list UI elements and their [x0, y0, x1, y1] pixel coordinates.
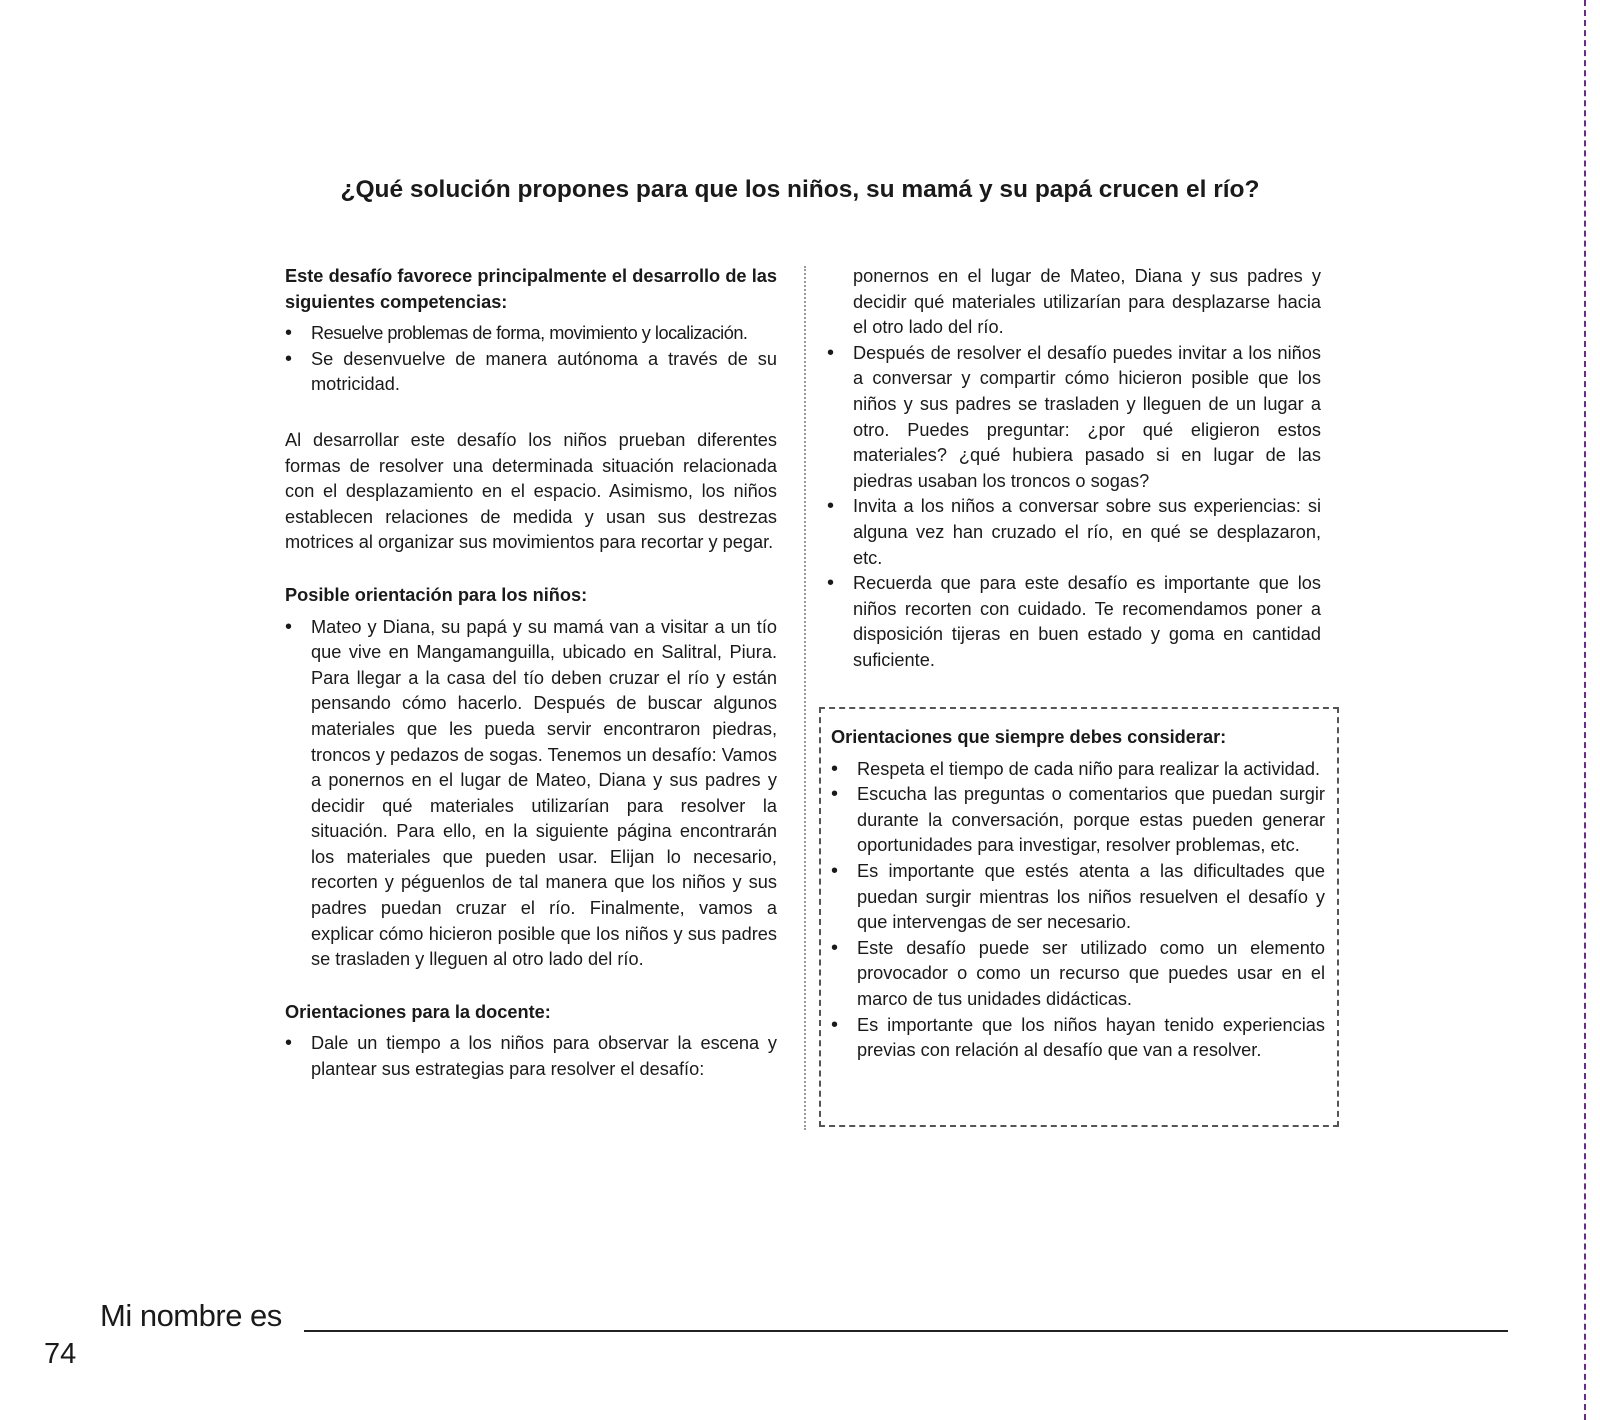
page-number: 74 [44, 1338, 77, 1370]
orientacion-ninos-list [285, 615, 777, 973]
name-write-line[interactable] [304, 1330, 1508, 1332]
list-item: • Se desenvuelve de manera autónoma a través de su motricidad. [285, 347, 777, 398]
list-item: • Respeta el tiempo de cada niño para realizar la actividad. [831, 757, 1325, 783]
list-item: • Es importante que los niños hayan tenido experiencias previas con relación al desafío que van a resolver. [831, 1013, 1325, 1064]
orientacion-ninos-heading: Posible orientación para los niños: [285, 584, 588, 605]
orientacion-docente-list-continued [827, 264, 1321, 674]
column-divider [804, 266, 806, 1130]
page-title: ¿Qué solución propones para que los niños, su mamá y su papá crucen el río? [340, 176, 1260, 203]
list-item: • Mateo y Diana, su papá y su mamá van a visitar a un tío que vive en Mangamanguilla, ubicado en Salitral, Piura. Para llegar a la casa del tío deben cruzar el río y están pensando cómo hacerlo. Después de buscar algunos materiales que les pueda servir encontraron piedras, troncos y pedazos de sogas. Tenemos un desafío: Vamos a ponernos en el lugar de Mateo, Diana y sus padres y decidir qué materiales utilizarían para resolver la situación. Para ello, en la siguiente página encontrarán los materiales que pueden usar. Elijan lo necesario, recorten y péguenlos de tal manera que los niños y sus padres puedan cruzar el río. Finalmente, vamos a explicar cómo hicieron posible que los niños y sus padres se trasladen y lleguen al otro lado del río. [285, 615, 777, 973]
list-item: • Después de resolver el desafío puedes invitar a los niños a conversar y compartir cómo hicieron posible que los niños y sus padres se trasladen y lleguen de un lugar a otro. Puedes preguntar: ¿por qué eligieron estos materiales? ¿qué hubiera pasado si en lugar de las piedras usaban los troncos o sogas? [827, 341, 1321, 495]
competencias-list [285, 321, 777, 398]
siempre-list [831, 757, 1325, 1064]
list-item: • Recuerda que para este desafío es importante que los niños recorten con cuidado. Te recomendamos poner a disposición tijeras en buen estado y goma en cantidad suficiente. [827, 571, 1321, 673]
list-item: • Es importante que estés atenta a las dificultades que puedan surgir mientras los niños resuelven el desafío y que intervengas de ser necesario. [831, 859, 1325, 936]
list-item: • Invita a los niños a conversar sobre sus experiencias: si alguna vez han cruzado el río, en qué se desplazaron, etc. [827, 494, 1321, 571]
considerations-box [819, 707, 1339, 1127]
competencias-heading: Este desafío favorece principalmente el desarrollo de las siguientes competencias: [285, 266, 777, 312]
siempre-heading: Orientaciones que siempre debes considerar: [831, 727, 1227, 747]
list-item: • Resuelve problemas de forma, movimiento y localización. [285, 321, 777, 347]
name-label: Mi nombre es [100, 1298, 282, 1333]
list-item-continued: ponernos en el lugar de Mateo, Diana y sus padres y decidir qué materiales utilizarían para desplazarse hacia el otro lado del río. [853, 266, 1321, 338]
list-item: • Este desafío puede ser utilizado como un elemento provocador o como un recurso que puedes usar en el marco de tus unidades didácticas. [831, 936, 1325, 1013]
dashed-cut-line [1584, 0, 1586, 1420]
orientacion-docente-heading: Orientaciones para la docente: [285, 1001, 551, 1022]
intro-paragraph: Al desarrollar este desafío los niños prueban diferentes formas de resolver una determinada situación relacionada con el desplazamiento en el espacio. Asimismo, los niños establecen relaciones de medida y usan sus destrezas motrices al organizar sus movimientos para recortar y pegar. [285, 429, 777, 553]
list-item: • Dale un tiempo a los niños para observar la escena y plantear sus estrategias para resolver el desafío: [285, 1031, 777, 1082]
left-column [285, 264, 777, 1083]
list-item: • Escucha las preguntas o comentarios que puedan surgir durante la conversación, porque estas pueden generar oportunidades para investigar, resolver problemas, etc. [831, 782, 1325, 859]
right-column [827, 264, 1321, 674]
orientacion-docente-list [285, 1031, 777, 1082]
